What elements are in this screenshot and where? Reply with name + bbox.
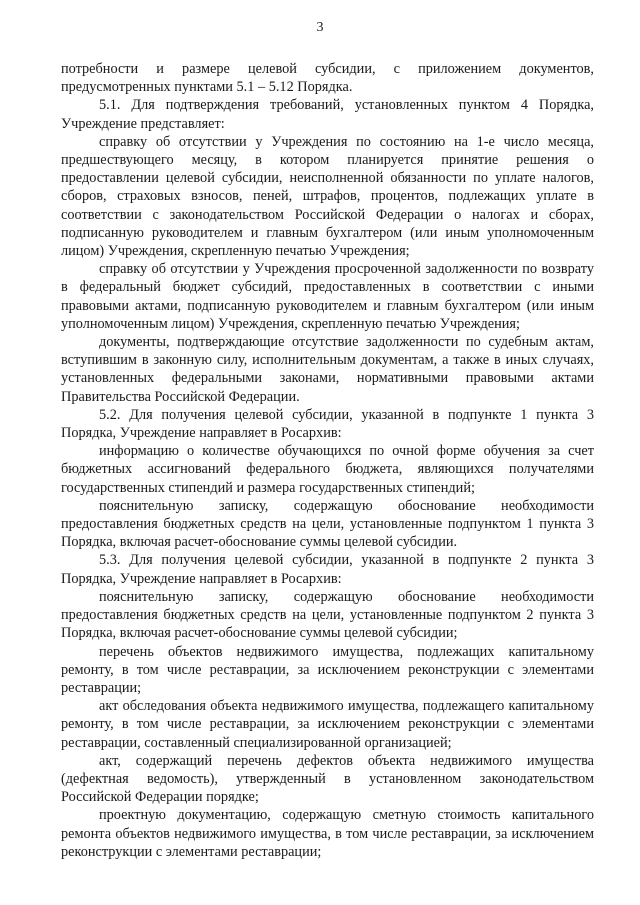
document-body [61,60,594,861]
paragraph: перечень объектов недвижимого имущества, подлежащих капитальному ремонту, в том числе реставрации, за исключением реконструкции с элементами реставрации; [61,643,594,696]
paragraph: пояснительную записку, содержащую обоснование необходимости предоставления бюджетных средств на цели, установленные подпунктом 2 пункта 3 Порядка, включая расчет-обоснование суммы целевой субсидии; [61,588,594,642]
paragraph: 5.3. Для получения целевой субсидии, указанной в подпункте 2 пункта 3 Порядка, Учреждение направляет в Росархив: [61,552,594,587]
paragraph: потребности и размере целевой субсидии, с приложением документов, предусмотренных пунктами 5.1 – 5.12 Порядка. [61,61,594,96]
paragraph: справку об отсутствии у Учреждения по состоянию на 1-е число месяца, предшествующего месяцу, в котором планируется принятие решения о предоставлении целевой субсидии, неисполненной обязанности по уплате налогов, сборов, страховых взносов, пеней, штрафов, процентов, подлежащих уплате в соответствии с законодательством Российской Федерации о налогах и сборах, подписанную руководителем и главным бухгалтером (или иным уполномоченным лицом) Учреждения, скрепленную печатью Учреждения; [61,133,594,260]
paragraph: пояснительную записку, содержащую обоснование необходимости предоставления бюджетных средств на цели, установленные подпунктом 1 пункта 3 Порядка, включая расчет-обоснование суммы целевой субсидии. [61,497,594,551]
paragraph: акт, содержащий перечень дефектов объекта недвижимого имущества (дефектная ведомость), утвержденный в установленном законодательством Российской Федерации порядке; [61,752,594,806]
paragraph: 5.2. Для получения целевой субсидии, указанной в подпункте 1 пункта 3 Порядка, Учреждение направляет в Росархив: [61,406,594,442]
paragraph: проектную документацию, содержащую сметную стоимость капитального ремонта объектов недвижимого имущества, в том числе реставрации, за исключением реконструкции с элементами реставрации; [61,807,594,860]
paragraph: справку об отсутствии у Учреждения просроченной задолженности по возврату в федеральный бюджет субсидий, предоставленных в соответствии с иными правовыми актами, подписанную руководителем и главным бухгалтером (или иным уполномоченным лицом) Учреждения, скрепленную печатью Учреждения; [61,261,594,332]
paragraph: документы, подтверждающие отсутствие задолженности по судебным актам, вступившим в законную силу, исполнительным документам, а также в иных случаях, установленных федеральными законами, нормативными правовыми актами Правительства Российской Федерации. [61,334,594,405]
paragraph: акт обследования объекта недвижимого имущества, подлежащего капитальному ремонту, в том числе реставрации, за исключением реконструкции с элементами реставрации, составленный специализированной организацией; [61,698,594,751]
page-number: 3 [316,20,324,35]
paragraph: информацию о количестве обучающихся по очной форме обучения за счет бюджетных ассигнований федерального бюджета, являющихся получателями государственных стипендий и размера государственных стипендий; [61,443,594,496]
paragraph: 5.1. Для подтверждения требований, установленных пунктом 4 Порядка, Учреждение представляет: [61,97,594,132]
